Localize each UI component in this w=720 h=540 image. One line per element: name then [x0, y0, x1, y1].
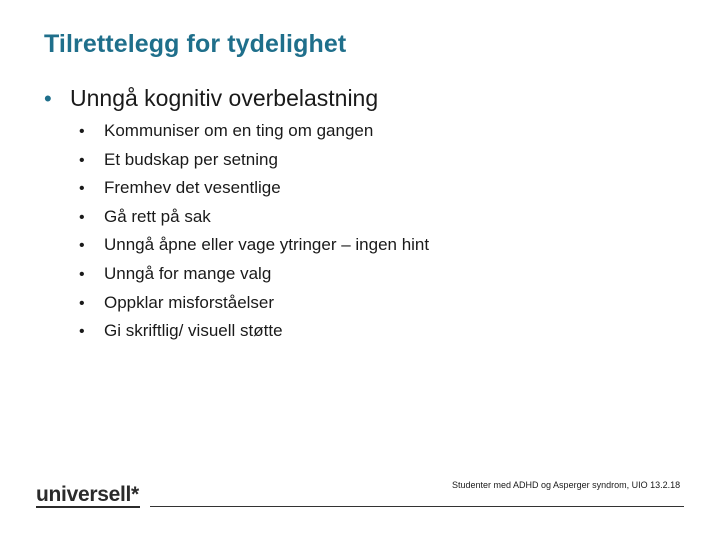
sub-bullet-text: Kommuniser om en ting om gangen	[104, 121, 374, 140]
main-bullet-text: Unngå kognitiv overbelastning	[70, 85, 379, 111]
bullet-icon: •	[79, 180, 85, 198]
sub-bullet-item	[79, 121, 429, 150]
bullet-icon: •	[79, 123, 85, 140]
bullet-icon: •	[79, 294, 85, 312]
sub-bullet-text: Oppklar misforståelser	[104, 292, 275, 312]
sub-bullet-text: Gi skriftlig/ visuell støtte	[104, 321, 283, 341]
sub-bullet-text: Unngå åpne eller vage ytringer – ingen hint	[104, 235, 430, 255]
sub-bullet-item	[79, 235, 429, 264]
sub-bullet-text: Fremhev det vesentlige	[104, 178, 281, 198]
sub-bullet-item	[79, 264, 429, 293]
sub-bullet-item	[79, 178, 429, 207]
bullet-icon: •	[79, 151, 85, 169]
footer-caption: Studenter med ADHD og Asperger syndrom, UIO 13.2.18	[452, 480, 681, 490]
bullet-icon: •	[44, 86, 52, 111]
sub-bullet-text: Unngå for mange valg	[104, 263, 272, 283]
main-bullet	[44, 85, 378, 112]
footer-divider	[150, 506, 684, 507]
bullet-icon: •	[79, 323, 85, 341]
sub-bullet-item	[79, 293, 429, 322]
sub-bullet-text: Et budskap per setning	[104, 149, 278, 169]
slide-title: Tilrettelegg for tydelighet	[44, 30, 347, 58]
sub-bullet-item	[79, 207, 429, 236]
sub-bullet-list	[79, 121, 429, 350]
bullet-icon: •	[79, 208, 85, 226]
sub-bullet-item	[79, 321, 429, 350]
universell-logo: universell*	[36, 483, 139, 506]
bullet-icon: •	[79, 237, 85, 255]
sub-bullet-text: Gå rett på sak	[104, 206, 211, 226]
logo-underline	[36, 506, 140, 508]
sub-bullet-item	[79, 150, 429, 179]
bullet-icon: •	[79, 265, 85, 283]
